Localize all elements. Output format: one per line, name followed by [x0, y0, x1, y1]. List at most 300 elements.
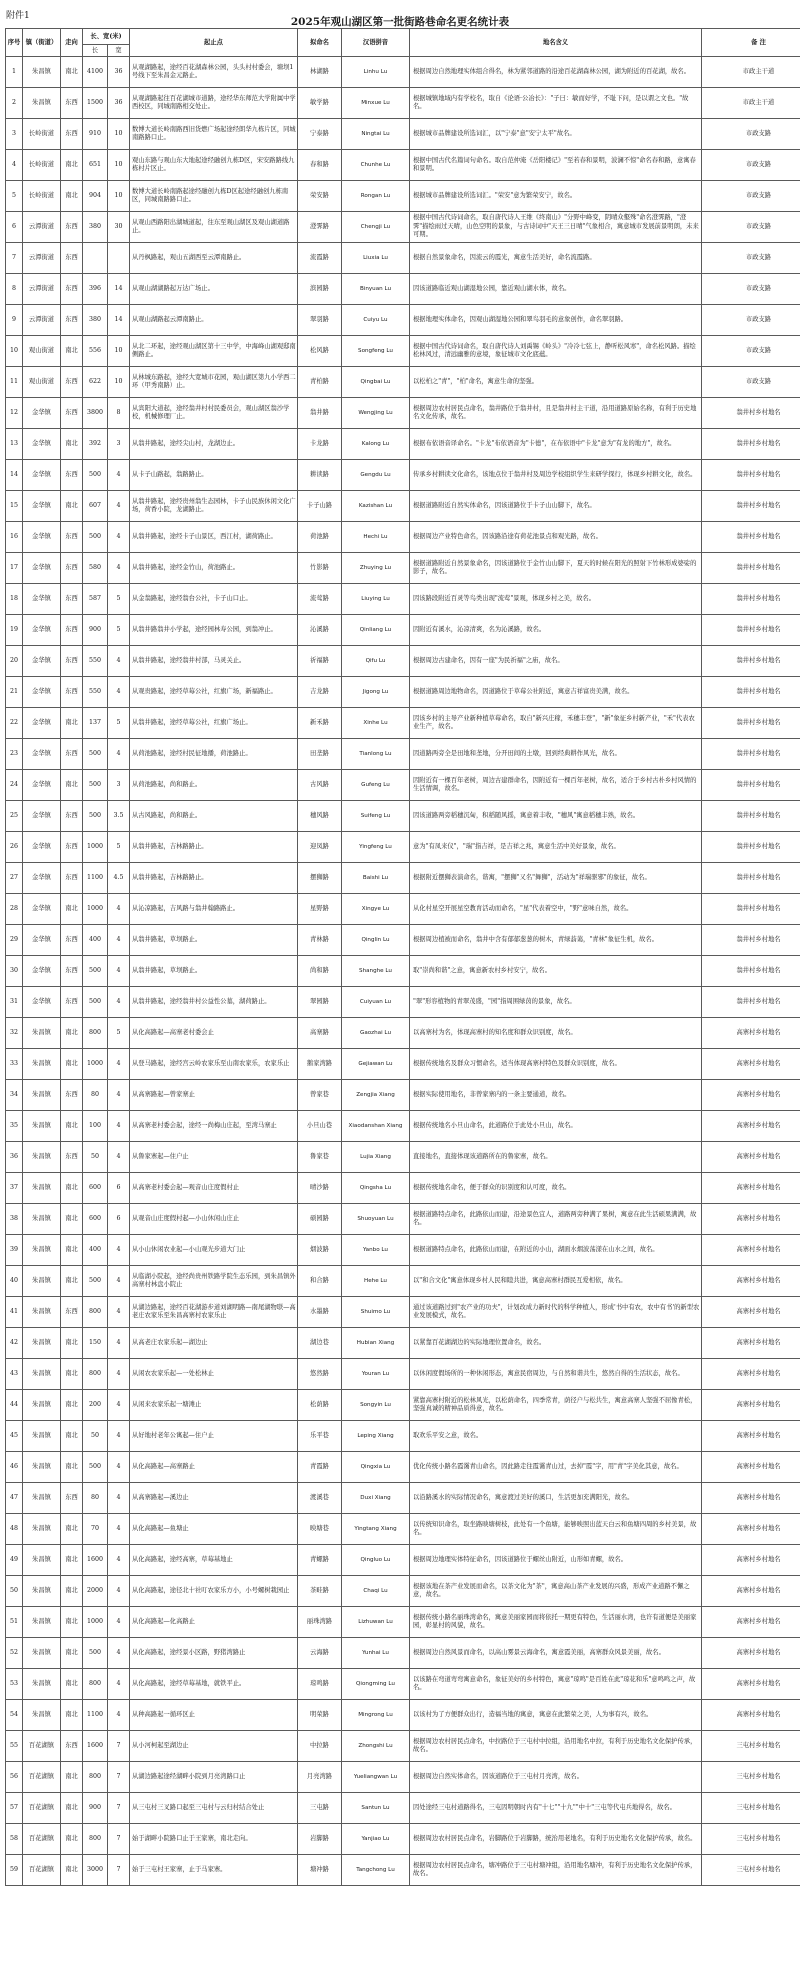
cell-meaning: 根据道路特点命名，此路依山而建，沿途景色宜人，道路两旁种满了果树，寓意在此生活硕果满满，故名。: [410, 1204, 702, 1235]
cell-pinyin: Xingye Lu: [342, 894, 410, 925]
cell-pinyin: Gufeng Lu: [342, 770, 410, 801]
cell-pinyin: Kalong Lu: [342, 429, 410, 460]
cell-meaning: 根据中国古代诗词命名，取自唐代诗人刘禹锡《岭头》"冷冷七弦上，静听松风寒"，命名松风路。描绘松林风过，清远幽雅的意境，象征城市文化底蕴。: [410, 336, 702, 367]
cell-no: 55: [6, 1731, 23, 1762]
cell-name: 青螺路: [298, 1545, 342, 1576]
cell-meaning: 根据周边农村居民点命名，中拉路位于三屯村中拉组，沿用地名中拉，有利于历史地名文化保护传承，故名。: [410, 1731, 702, 1762]
cell-town: 朱昌镇: [23, 1266, 61, 1297]
cell-route: 从观湖路起往百花湖城市道路，途经华东师范大学附属中学西校区，同城南路相交处止。: [130, 88, 298, 119]
table-row: [6, 181, 800, 212]
cell-town: 朱昌镇: [23, 88, 61, 119]
table-row: [6, 305, 800, 336]
cell-meaning: 根据实际使用地名，非曾家寨内的一条主要通道，故名。: [410, 1080, 702, 1111]
cell-remark: 翁井村乡村地名: [702, 584, 800, 615]
cell-remark: 翁井村乡村地名: [702, 987, 800, 1018]
cell-length: 500: [83, 987, 108, 1018]
cell-town: 朱昌镇: [23, 1452, 61, 1483]
cell-pinyin: Linhu Lu: [342, 57, 410, 88]
cell-route: 从登马路起，途经宫云岭农家乐至山南农家乐，农家乐止: [130, 1049, 298, 1080]
header-pinyin: 汉语拼音: [342, 29, 410, 57]
cell-town: 金华镇: [23, 429, 61, 460]
cell-length: 50: [83, 1421, 108, 1452]
cell-town: 朱昌镇: [23, 1111, 61, 1142]
cell-width: 4.5: [108, 863, 130, 894]
cell-no: 47: [6, 1483, 23, 1514]
cell-pinyin: Chunhe Lu: [342, 150, 410, 181]
cell-name: 丽珠湾路: [298, 1607, 342, 1638]
cell-remark: 翁井村乡村地名: [702, 925, 800, 956]
cell-meaning: 因附近有溪水，沁凉清爽，名为沁溪路，故名。: [410, 615, 702, 646]
table-row: [6, 615, 800, 646]
cell-route: 从化高路起—化高路止: [130, 1607, 298, 1638]
cell-remark: 高寨村乡村地名: [702, 1049, 800, 1080]
cell-width: 4: [108, 894, 130, 925]
cell-name: 春和路: [298, 150, 342, 181]
table-row: [6, 1328, 800, 1359]
cell-pinyin: Yingtang Xiang: [342, 1514, 410, 1545]
cell-route: 从闲农农家乐起—一处松林止: [130, 1359, 298, 1390]
cell-direction: 南北: [61, 1607, 83, 1638]
cell-town: 朱昌镇: [23, 1545, 61, 1576]
cell-name: 青霞路: [298, 1452, 342, 1483]
cell-route: 从种高路起一循环区止: [130, 1700, 298, 1731]
cell-direction: 东西: [61, 677, 83, 708]
cell-direction: 南北: [61, 1576, 83, 1607]
cell-meaning: 以松柏之"青"，"柏"命名，寓意生命的坚强。: [410, 367, 702, 398]
cell-pinyin: Binyuan Lu: [342, 274, 410, 305]
cell-route: 从化高路起，途经高寨，草莓基地止: [130, 1545, 298, 1576]
cell-no: 17: [6, 553, 23, 584]
cell-no: 15: [6, 491, 23, 522]
cell-width: 14: [108, 305, 130, 336]
cell-remark: 翁井村乡村地名: [702, 739, 800, 770]
cell-remark: 市政支路: [702, 367, 800, 398]
table-row: [6, 770, 800, 801]
cell-length: 800: [83, 1297, 108, 1328]
cell-direction: 南北: [61, 1638, 83, 1669]
cell-length: 550: [83, 677, 108, 708]
cell-town: 朱昌镇: [23, 1235, 61, 1266]
cell-remark: 市政支路: [702, 336, 800, 367]
header-no: 序号: [6, 29, 23, 57]
cell-route: 从高寨老村委会起—观音山庄度假村止: [130, 1173, 298, 1204]
cell-town: 朱昌镇: [23, 1669, 61, 1700]
cell-pinyin: Xiaodanshan Xiang: [342, 1111, 410, 1142]
cell-name: 卡子山路: [298, 491, 342, 522]
cell-direction: 东西: [61, 1297, 83, 1328]
cell-meaning: 根据周边自然地理实体组合得名，林为紧邻道路的沿途百花湖森林公园，湖为附近的百花湖，故名。: [410, 57, 702, 88]
cell-no: 32: [6, 1018, 23, 1049]
cell-width: 4: [108, 956, 130, 987]
cell-length: 500: [83, 1266, 108, 1297]
table-row: [6, 1142, 800, 1173]
cell-width: 4: [108, 1328, 130, 1359]
cell-meaning: 以沿路溪水的实际情况命名，寓意渡过美好的溪口，生活更加充满阳光，故名。: [410, 1483, 702, 1514]
cell-no: 35: [6, 1111, 23, 1142]
cell-pinyin: Qingsha Lu: [342, 1173, 410, 1204]
cell-name: 渡溪巷: [298, 1483, 342, 1514]
cell-no: 53: [6, 1669, 23, 1700]
cell-length: 900: [83, 615, 108, 646]
cell-remark: 市政支路: [702, 212, 800, 243]
cell-no: 49: [6, 1545, 23, 1576]
table-row: [6, 1080, 800, 1111]
cell-width: 4: [108, 1390, 130, 1421]
cell-no: 20: [6, 646, 23, 677]
cell-meaning: 因该道路临近观山湖湿地公园，靠近观山湖水体，故名。: [410, 274, 702, 305]
cell-remark: 市政支路: [702, 119, 800, 150]
cell-pinyin: Cuiyu Lu: [342, 305, 410, 336]
cell-remark: 翁井村乡村地名: [702, 894, 800, 925]
cell-length: 2000: [83, 1576, 108, 1607]
cell-no: 50: [6, 1576, 23, 1607]
cell-length: 1600: [83, 1731, 108, 1762]
cell-no: 45: [6, 1421, 23, 1452]
cell-no: 44: [6, 1390, 23, 1421]
cell-width: 5: [108, 1018, 130, 1049]
cell-route: 从湖边路起途经湖畔小院到月亮湾路口止: [130, 1762, 298, 1793]
cell-pinyin: Gengdu Lu: [342, 460, 410, 491]
cell-route: 从临湖小院起，途经尚贵州铁路学院生态乐园，到朱昌镇外高寨村林盘小院止: [130, 1266, 298, 1297]
cell-town: 云潭街道: [23, 243, 61, 274]
cell-meaning: 根据城市品牌建设所选词汇，以"宁泰"意"安宁太平"故名。: [410, 119, 702, 150]
cell-name: 敏学路: [298, 88, 342, 119]
cell-remark: 市政支路: [702, 181, 800, 212]
cell-town: 百花湖镇: [23, 1731, 61, 1762]
cell-width: 5: [108, 584, 130, 615]
cell-route: 数博大道长岭南路西旧货燃广场起途经朗华九栋片区，同城南路路口止。: [130, 119, 298, 150]
cell-pinyin: Liuying Lu: [342, 584, 410, 615]
cell-pinyin: Gejiawan Lu: [342, 1049, 410, 1080]
cell-pinyin: Qinliang Lu: [342, 615, 410, 646]
header-remark: 备 注: [702, 29, 800, 57]
table-row: [6, 1235, 800, 1266]
cell-no: 26: [6, 832, 23, 863]
cell-direction: 南北: [61, 1514, 83, 1545]
cell-route: 从北二环起，途经观山湖区第十三中学，中海峰山湖观邸南侧路止。: [130, 336, 298, 367]
cell-route: 从古风路起，尚和路止。: [130, 801, 298, 832]
cell-remark: 翁井村乡村地名: [702, 460, 800, 491]
attachment-label: 附件1: [6, 11, 30, 21]
cell-length: 100: [83, 1111, 108, 1142]
cell-name: 荣安路: [298, 181, 342, 212]
cell-town: 朱昌镇: [23, 57, 61, 88]
cell-width: 4: [108, 646, 130, 677]
cell-route: 从观山西路阳出湖城道起，往东至观山湖区及观山湖道路止。: [130, 212, 298, 243]
cell-town: 朱昌镇: [23, 1018, 61, 1049]
cell-no: 16: [6, 522, 23, 553]
cell-pinyin: Qingbai Lu: [342, 367, 410, 398]
cell-town: 百花湖镇: [23, 1793, 61, 1824]
cell-direction: 东西: [61, 739, 83, 770]
cell-no: 25: [6, 801, 23, 832]
table-row: [6, 677, 800, 708]
cell-direction: 南北: [61, 491, 83, 522]
cell-no: 18: [6, 584, 23, 615]
cell-route: 从荷池路起，途经村民征地播，荷池路止。: [130, 739, 298, 770]
table-row: [6, 1669, 800, 1700]
cell-name: 沁溪路: [298, 615, 342, 646]
cell-town: 金华镇: [23, 553, 61, 584]
cell-length: 800: [83, 1018, 108, 1049]
table-row: [6, 522, 800, 553]
cell-town: 朱昌镇: [23, 1514, 61, 1545]
cell-name: 鹅家湾路: [298, 1049, 342, 1080]
cell-remark: 高寨村乡村地名: [702, 1607, 800, 1638]
cell-pinyin: Lujia Xiang: [342, 1142, 410, 1173]
cell-meaning: 以该路在弯道弯弯寓意命名，象征美好的乡村特色，寓意"琼鸣"是百姓在此"琼花和乐"意鸣鸣之声，故名。: [410, 1669, 702, 1700]
header-town: 镇（街道）: [23, 29, 61, 57]
cell-meaning: 根据周边自然风景而命名，以高山雾景云海命名，寓意霞美丽，高寨群众风景美丽，故名。: [410, 1638, 702, 1669]
cell-pinyin: Hubian Xiang: [342, 1328, 410, 1359]
cell-direction: 东西: [61, 522, 83, 553]
cell-route: 从高寨路起—溪边止: [130, 1483, 298, 1514]
cell-length: 70: [83, 1514, 108, 1545]
cell-direction: 东西: [61, 646, 83, 677]
cell-width: 8: [108, 398, 130, 429]
table-row: [6, 57, 800, 88]
cell-no: 39: [6, 1235, 23, 1266]
cell-length: 396: [83, 274, 108, 305]
cell-name: 和合路: [298, 1266, 342, 1297]
cell-width: 5: [108, 615, 130, 646]
cell-remark: 三屯村乡村地名: [702, 1731, 800, 1762]
cell-no: 22: [6, 708, 23, 739]
table-row: [6, 987, 800, 1018]
cell-remark: 三屯村乡村地名: [702, 1762, 800, 1793]
cell-remark: 三屯村乡村地名: [702, 1855, 800, 1886]
cell-pinyin: Gaozhai Lu: [342, 1018, 410, 1049]
cell-remark: 市政支路: [702, 150, 800, 181]
cell-pinyin: Xinhe Lu: [342, 708, 410, 739]
cell-remark: 高寨村乡村地名: [702, 1669, 800, 1700]
cell-name: 烟波路: [298, 1235, 342, 1266]
cell-route: 从翁井路起，草坝路止。: [130, 956, 298, 987]
cell-name: 高寨路: [298, 1018, 342, 1049]
cell-width: 10: [108, 150, 130, 181]
cell-remark: 高寨村乡村地名: [702, 1297, 800, 1328]
cell-town: 朱昌镇: [23, 1576, 61, 1607]
cell-route: 从化高路起—鱼塘止: [130, 1514, 298, 1545]
cell-meaning: 根据中国古代名篇词句命名。取自范仲淹《岳阳楼记》"至若春和景明，波澜不惊"命名春和路，意寓春和景明。: [410, 150, 702, 181]
cell-pinyin: Qingluo Lu: [342, 1545, 410, 1576]
cell-remark: 翁井村乡村地名: [702, 429, 800, 460]
cell-width: 4: [108, 1514, 130, 1545]
cell-route: 从小山休闲农业起—小山观光步道大门止: [130, 1235, 298, 1266]
cell-length: 500: [83, 801, 108, 832]
cell-direction: 南北: [61, 1452, 83, 1483]
cell-meaning: 以紧靠百花湖湖边的实际地理位置命名，故名。: [410, 1328, 702, 1359]
cell-town: 金华镇: [23, 522, 61, 553]
cell-town: 朱昌镇: [23, 1638, 61, 1669]
cell-meaning: 根据周边地理实体特征命名，因该道路位于螺丝山附近，山形如青螺，故名。: [410, 1545, 702, 1576]
cell-route: 从翁井路起，草坝路止。: [130, 925, 298, 956]
cell-length: 380: [83, 305, 108, 336]
cell-length: 500: [83, 1638, 108, 1669]
cell-route: 从好地村老年公寓起—住户止: [130, 1421, 298, 1452]
cell-town: 金华镇: [23, 708, 61, 739]
cell-route: 从化高路起—高寨老村委会止: [130, 1018, 298, 1049]
cell-route: 从三屯村三叉路口起至三屯村与云归村结合处止: [130, 1793, 298, 1824]
cell-town: 金华镇: [23, 832, 61, 863]
cell-pinyin: Baishi Lu: [342, 863, 410, 894]
cell-direction: 东西: [61, 801, 83, 832]
cell-town: 金华镇: [23, 739, 61, 770]
cell-direction: 南北: [61, 1359, 83, 1390]
cell-name: 星野路: [298, 894, 342, 925]
cell-route: 从翁井路起，途经翁井村公益性公墓，湖荷路止。: [130, 987, 298, 1018]
cell-route: 从高寨老村委会起，途经一尚梅山庄起，至湾马寨止: [130, 1111, 298, 1142]
cell-remark: 翁井村乡村地名: [702, 677, 800, 708]
table-row: [6, 1576, 800, 1607]
cell-length: 1000: [83, 894, 108, 925]
header-width: 宽: [108, 45, 130, 57]
cell-town: 云潭街道: [23, 305, 61, 336]
cell-remark: 高寨村乡村地名: [702, 1173, 800, 1204]
cell-town: 云潭街道: [23, 212, 61, 243]
cell-direction: 南北: [61, 1266, 83, 1297]
cell-name: 滨园路: [298, 274, 342, 305]
cell-length: 622: [83, 367, 108, 398]
cell-meaning: 根据周边古建命名，因有一座"为民祈福"之庙，故名。: [410, 646, 702, 677]
cell-no: 38: [6, 1204, 23, 1235]
cell-town: 云潭街道: [23, 274, 61, 305]
cell-town: 朱昌镇: [23, 1607, 61, 1638]
cell-route: 从观音山庄度假村起—小山休闲山庄止: [130, 1204, 298, 1235]
cell-pinyin: Leping Xiang: [342, 1421, 410, 1452]
cell-no: 51: [6, 1607, 23, 1638]
cell-meaning: 根据道路附近自然景象命名，因该道路位于金竹山山脚下，夏天的时候在阳光的照射下竹林形成婆娑的影子，故名。: [410, 553, 702, 584]
cell-pinyin: Hechi Lu: [342, 522, 410, 553]
cell-no: 29: [6, 925, 23, 956]
cell-route: 从丹枫路起，观山五湖西至云潭南路止。: [130, 243, 298, 274]
cell-meaning: 因该乡村的主导产业新种植草莓命名，取自"新兴庄稼，禾穗丰登"，"新"象征乡村新产业，"禾"代表农业生产，故名。: [410, 708, 702, 739]
cell-direction: 东西: [61, 367, 83, 398]
table-row: [6, 150, 800, 181]
cell-remark: 三屯村乡村地名: [702, 1793, 800, 1824]
table-row: [6, 1545, 800, 1576]
cell-route: 从翁井路起，吉林路路止。: [130, 863, 298, 894]
cell-town: 金华镇: [23, 863, 61, 894]
cell-remark: 高寨村乡村地名: [702, 1514, 800, 1545]
cell-direction: 东西: [61, 398, 83, 429]
cell-meaning: 根据布依语音译命名。"卡龙"布依语音为"卡德"，在布依语中"卡龙"意为"有龙的地方"，故名。: [410, 429, 702, 460]
cell-direction: 南北: [61, 429, 83, 460]
cell-width: 3: [108, 770, 130, 801]
cell-no: 30: [6, 956, 23, 987]
cell-name: 明荣路: [298, 1700, 342, 1731]
cell-remark: 高寨村乡村地名: [702, 1018, 800, 1049]
cell-town: 观山街道: [23, 367, 61, 398]
cell-route: 从宾阳大道起，途经翁井村村民委员会，观山湖区翁沙学校，机械修理厂止。: [130, 398, 298, 429]
cell-direction: 东西: [61, 1080, 83, 1111]
cell-name: 青柏路: [298, 367, 342, 398]
header-length: 长: [83, 45, 108, 57]
cell-name: 松风路: [298, 336, 342, 367]
cell-width: 4: [108, 1545, 130, 1576]
cell-remark: 翁井村乡村地名: [702, 646, 800, 677]
table-row: [6, 1762, 800, 1793]
cell-width: 4: [108, 987, 130, 1018]
cell-no: 21: [6, 677, 23, 708]
cell-name: 卡龙路: [298, 429, 342, 460]
cell-meaning: 从化村星空开展星空教育活动而命名，"星"代表着空中，"野"意味自然，故名。: [410, 894, 702, 925]
cell-meaning: 根据周边农村居民点命名，翁井路位于翁井村，且是翁井村主干道，沿用道路原始名称，有利于历史地名文化传承，故名。: [410, 398, 702, 429]
cell-town: 金华镇: [23, 398, 61, 429]
street-naming-table: [5, 28, 800, 1886]
cell-remark: 高寨村乡村地名: [702, 1421, 800, 1452]
cell-width: 4: [108, 1607, 130, 1638]
cell-remark: 高寨村乡村地名: [702, 1700, 800, 1731]
cell-direction: 东西: [61, 88, 83, 119]
cell-name: 翠园路: [298, 987, 342, 1018]
cell-remark: 高寨村乡村地名: [702, 1266, 800, 1297]
cell-name: 小旦山巷: [298, 1111, 342, 1142]
table-row: [6, 739, 800, 770]
cell-width: 3: [108, 429, 130, 460]
cell-town: 朱昌镇: [23, 1390, 61, 1421]
cell-no: 6: [6, 212, 23, 243]
cell-length: 200: [83, 1390, 108, 1421]
cell-direction: 东西: [61, 863, 83, 894]
cell-length: 1000: [83, 1049, 108, 1080]
cell-pinyin: Youran Lu: [342, 1359, 410, 1390]
cell-length: 400: [83, 925, 108, 956]
cell-meaning: 根据传统地名命名，便于群众的识别度和认可度，故名。: [410, 1173, 702, 1204]
cell-name: 流霞路: [298, 243, 342, 274]
header-name: 拟命名: [298, 29, 342, 57]
cell-width: 6: [108, 1204, 130, 1235]
cell-no: 48: [6, 1514, 23, 1545]
cell-pinyin: Yueliangwan Lu: [342, 1762, 410, 1793]
cell-length: 80: [83, 1483, 108, 1514]
table-row: [6, 1638, 800, 1669]
cell-width: 30: [108, 212, 130, 243]
cell-pinyin: Yingfeng Lu: [342, 832, 410, 863]
cell-route: 从沁凉路起，吉风路与翁井翰路路止。: [130, 894, 298, 925]
cell-route: 从湖边路起，途经百花湖游步道刘湖明路—南尾湖物联—高老庄农家乐至朱昌高寨村农家乐止: [130, 1297, 298, 1328]
cell-meaning: 根据附近摆狮表演命名，谐寓，"摆狮"又名"舞狮"，活动为"祥瑞驱邪"的象征，故名。: [410, 863, 702, 894]
cell-town: 金华镇: [23, 584, 61, 615]
cell-length: 380: [83, 212, 108, 243]
cell-name: 祈福路: [298, 646, 342, 677]
cell-length: 900: [83, 1793, 108, 1824]
cell-town: 朱昌镇: [23, 1700, 61, 1731]
cell-route: 从金翁路起，途经翁台公社，卡子山口止。: [130, 584, 298, 615]
cell-meaning: 根据周边农村居民点命名，塘冲路位于三屯村塘冲组，沿用地名塘冲，有利于历史地名文化保护传承，故名。: [410, 1855, 702, 1886]
cell-pinyin: Wengjing Lu: [342, 398, 410, 429]
table-row: [6, 1173, 800, 1204]
cell-width: 4: [108, 460, 130, 491]
header-length-width: 长、宽(米): [83, 29, 130, 45]
cell-no: 58: [6, 1824, 23, 1855]
cell-town: 金华镇: [23, 987, 61, 1018]
table-row: [6, 1421, 800, 1452]
cell-pinyin: Chaqi Lu: [342, 1576, 410, 1607]
table-row: [6, 832, 800, 863]
cell-width: 4: [108, 1111, 130, 1142]
cell-width: 4: [108, 1669, 130, 1700]
cell-meaning: 因该道路两旁稻穗沉甸，积稻随风摇，寓意着丰收，"穗风"寓意稻穗丰熟，故名。: [410, 801, 702, 832]
cell-pinyin: Duxi Xiang: [342, 1483, 410, 1514]
cell-length: 4100: [83, 57, 108, 88]
cell-direction: 南北: [61, 894, 83, 925]
cell-meaning: 以传统知识命名，取坐路映塘树枝，此处有一个鱼塘，能够映照出蓝天白云和鱼塘四周的乡村美景，故名。: [410, 1514, 702, 1545]
cell-length: 500: [83, 770, 108, 801]
cell-direction: 东西: [61, 305, 83, 336]
cell-no: 12: [6, 398, 23, 429]
cell-length: 1600: [83, 1545, 108, 1576]
